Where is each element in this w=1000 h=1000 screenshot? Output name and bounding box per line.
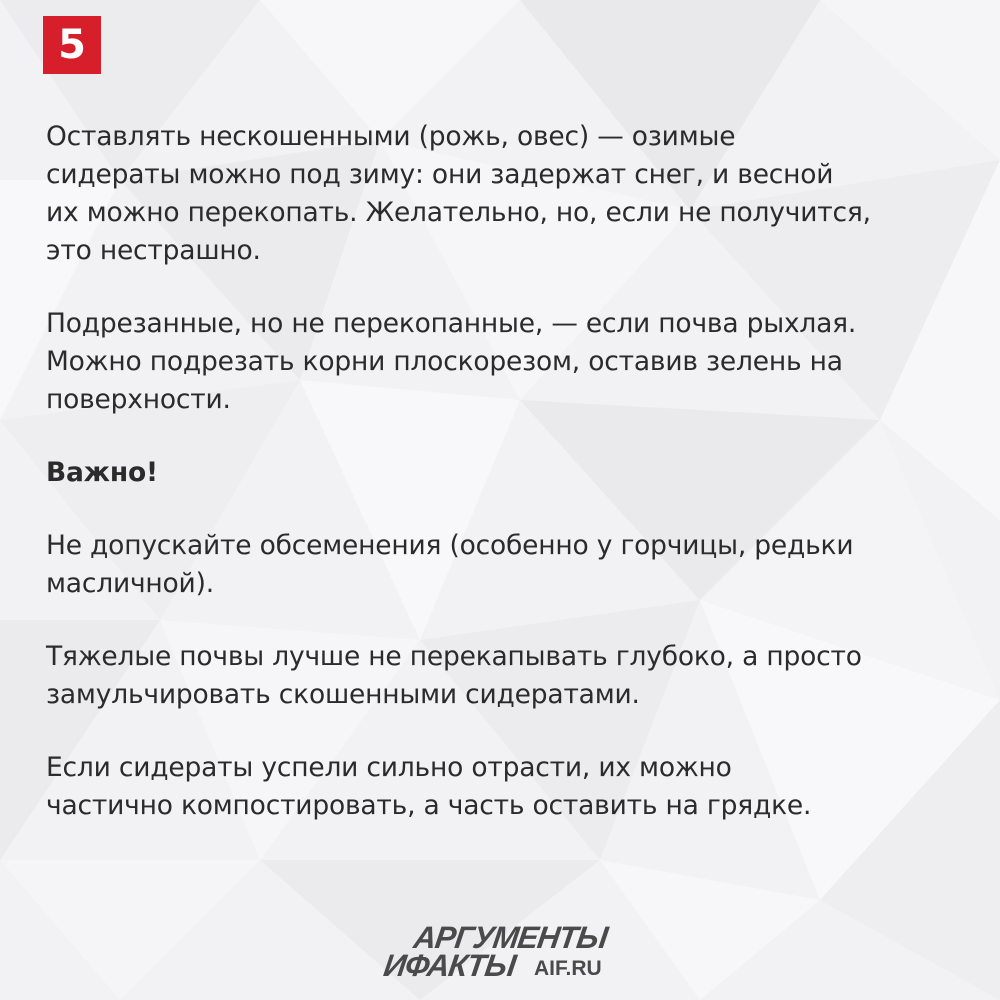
- paragraph-cut-not-dug: Подрезанные, но не перекопанные, — если почва рыхлая. Можно подрезать корни плоскорезом, оставив зелень на поверхности.: [46, 308, 857, 415]
- logo-line-1: АРГУМЕНТЫ: [411, 920, 610, 955]
- paragraph-overgrown: Если сидераты успели сильно отрасти, их можно частично компостировать, а часть оставить на грядке.: [46, 752, 812, 821]
- slide-number-badge: 5: [43, 16, 101, 74]
- paragraph-uncut-cover-crops: Оставлять нескошенными (рожь, овес) — озимые сидераты можно под зиму: они задержат снег, и весной их можно перекопать. Желательно, но, если не получится, это нестрашно.: [46, 121, 871, 266]
- paragraph-heavy-soils: Тяжелые почвы лучше не перекапывать глубоко, а просто замульчировать скошенными сидератами.: [46, 641, 862, 710]
- aif-logo: [381, 920, 634, 984]
- important-heading: Важно!: [46, 457, 158, 488]
- article-text: [46, 118, 971, 825]
- paragraph-no-seeding: Не допускайте обсеменения (особенно у горчицы, редьки масличной).: [46, 530, 854, 599]
- logo-line-2: ИФАКТЫ: [381, 948, 518, 983]
- logo-site: AIF.RU: [534, 957, 602, 980]
